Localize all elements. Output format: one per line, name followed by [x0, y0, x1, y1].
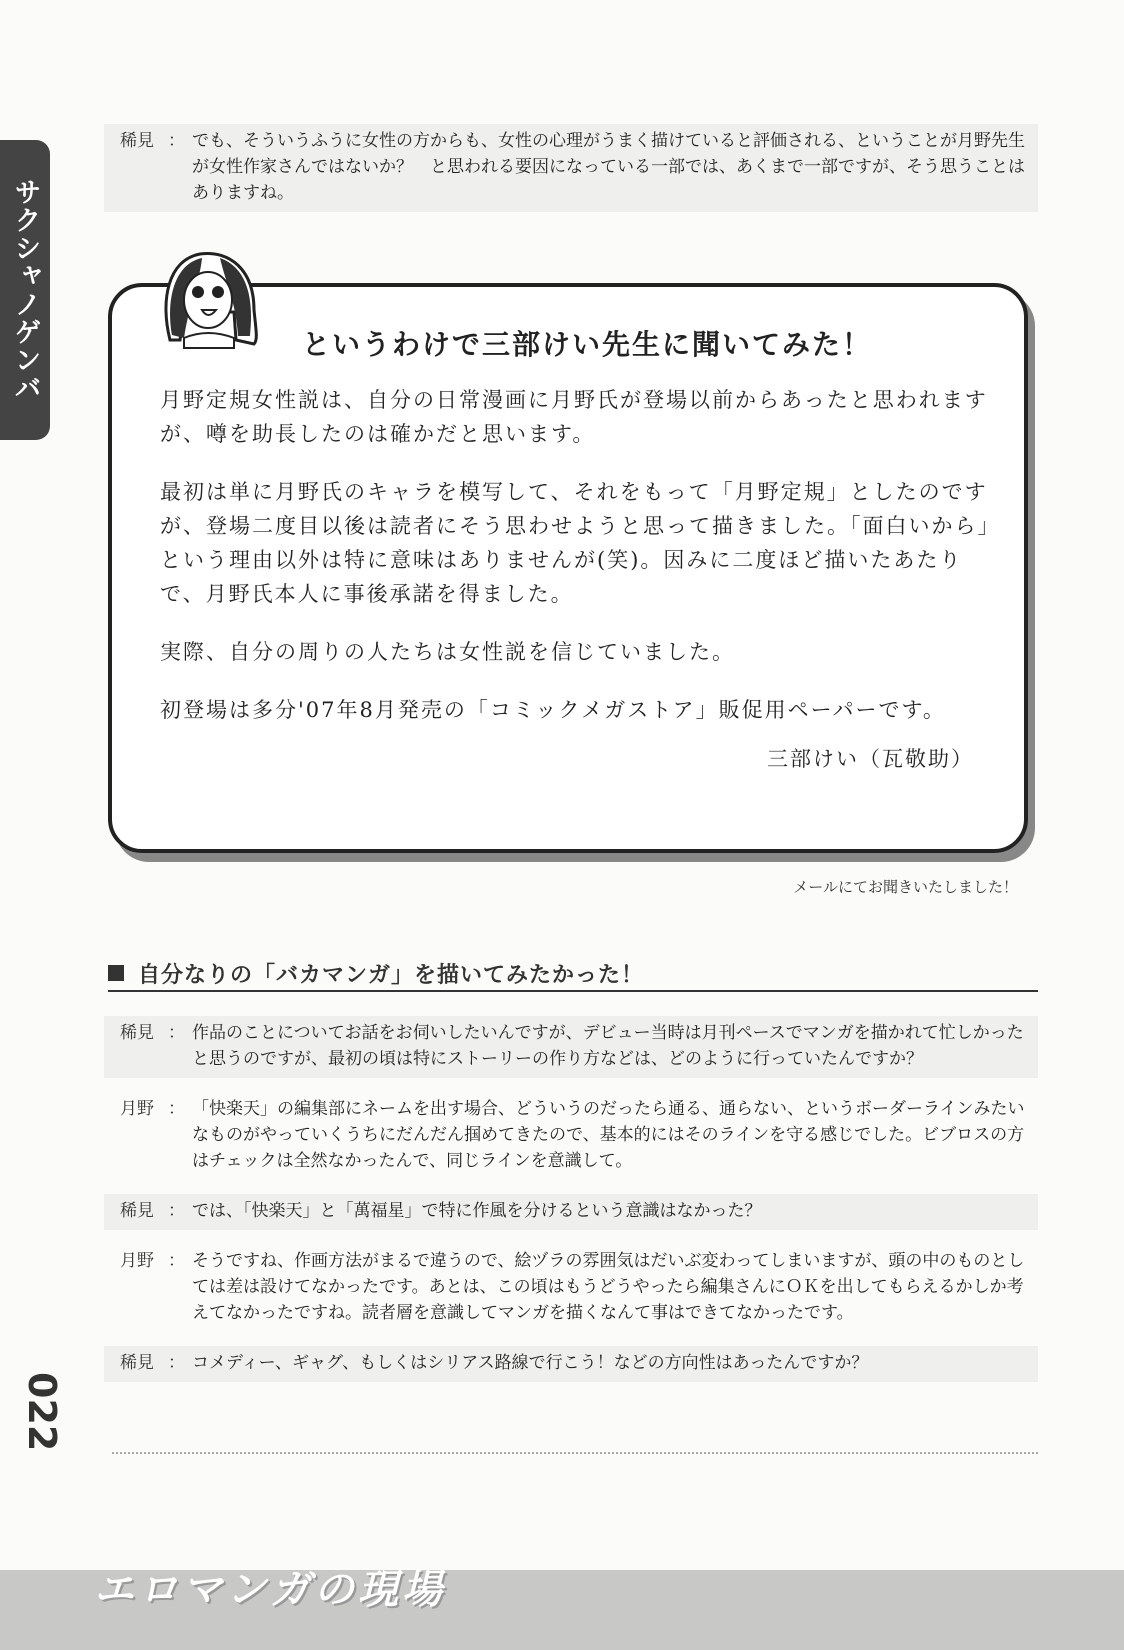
section-title-text: 自分なりの「バカマンガ」を描いてみたかった！ [138, 962, 645, 988]
dialogue-text: でも、そういうふうに女性の方からも、女性の心理がうまく描けていると評価される、ということが月野先生が女性作家さんではないか？ と思われる要因になっている一部では、あくまで一部ですが、そう思うことはありますね。 [192, 131, 1025, 203]
interview-box [108, 283, 1028, 853]
speaker-name: 月野 [120, 1251, 154, 1271]
dialogue-row [104, 124, 1038, 212]
box-body [160, 383, 1000, 751]
side-tab: サクシャノゲンバ [0, 140, 50, 440]
speaker-colon: ： [168, 1353, 185, 1373]
dialogue-row [104, 1016, 1038, 1078]
dialogue-row [104, 1346, 1038, 1382]
box-signature: 三部けい（瓦敬助） [767, 747, 974, 771]
dialogue-text: コメディー、ギャグ、もしくはシリアス路線で行こう！などの方向性はあったんですか？ [192, 1353, 869, 1373]
box-paragraph: 最初は単に月野氏のキャラを模写して、それをもって「月野定規」としたのですが、登場二度目以後は読者にそう思わせようと思って描きました。「面白いから」という理由以外は特に意味はありませんが(笑)。因みに二度ほど描いたあたりで、月野氏本人に事後承諾を得ました。 [160, 480, 990, 606]
dialogue-text: 「快楽天」の編集部にネームを出す場合、どういうのだったら通る、通らない、というボーダーラインみたいなものがやっていくうちにだんだん掴めてきたので、基本的にはそのラインを守る感じでした。ビブロスの方はチェックは全然なかったんで、同じラインを意識して。 [192, 1099, 1025, 1171]
footer-title: エロマンガの現場 [94, 1567, 446, 1613]
section-square-icon [108, 965, 124, 981]
dialogue-text: そうですね、作画方法がまるで違うので、絵ヅラの雰囲気はだいぶ変わってしまいますが、頭の中のものとしては差は設けてなかったです。あとは、この頃はもうどうやったら編集さんにＯＫを出してもらえるかしか考えてなかったですね。読者層を意識してマンガを描くなんて事はできてなかったです。 [192, 1251, 1025, 1323]
speaker-name: 稀見 [120, 131, 154, 151]
box-paragraph: 実際、自分の周りの人たちは女性説を信じていました。 [160, 640, 735, 664]
box-paragraph: 月野定規女性説は、自分の日常漫画に月野氏が登場以前からあったと思われますが、噂を助長したのは確かだと思います。 [160, 388, 988, 446]
dialogue-text: 作品のことについてお話をお伺いしたいんですが、デビュー当時は月刊ペースでマンガを描かれて忙しかったと思うのですが、最初の頃は特にストーリーの作り方などは、どのように行っていたんですか？ [192, 1023, 1024, 1069]
page-number: 022 [20, 1372, 64, 1452]
speaker-name: 稀見 [120, 1201, 154, 1221]
speaker-colon: ： [168, 1251, 185, 1271]
portrait-illustration [150, 240, 268, 350]
dotted-divider [112, 1452, 1038, 1454]
speaker-name: 稀見 [120, 1023, 154, 1043]
mail-note: メールにてお聞きいたしました！ [793, 878, 1018, 896]
dialogue-section [104, 1016, 1038, 1396]
dialogue-text: では、「快楽天」と「萬福星」で特に作風を分けるという意識はなかった？ [192, 1201, 762, 1221]
dialogue-row [104, 1244, 1038, 1332]
speaker-name: 月野 [120, 1099, 154, 1119]
box-paragraph: 初登場は多分'07年8月発売の「コミックメガストア」販促用ペーパーです。 [160, 698, 946, 722]
intro-dialogue [104, 124, 1038, 226]
speaker-colon: ： [168, 131, 185, 151]
dialogue-row [104, 1194, 1038, 1230]
speaker-colon: ： [168, 1201, 185, 1221]
speaker-colon: ： [168, 1099, 185, 1119]
dialogue-row [104, 1092, 1038, 1180]
section-title [108, 956, 1038, 992]
box-heading: というわけで三部けい先生に聞いてみた！ [302, 328, 873, 361]
speaker-name: 稀見 [120, 1353, 154, 1373]
speaker-colon: ： [168, 1023, 185, 1043]
